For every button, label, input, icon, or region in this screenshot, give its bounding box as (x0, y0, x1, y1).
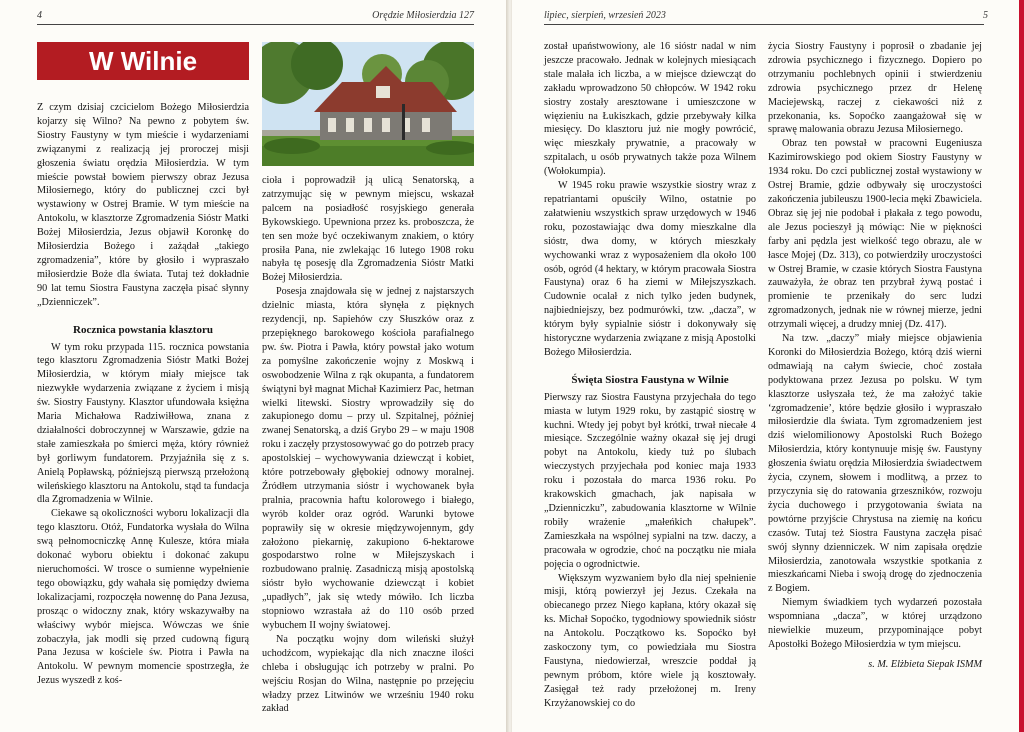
header-rule-left (37, 24, 474, 25)
left-column-2 (262, 174, 474, 716)
paragraph: Pierwszy raz Siostra Faustyna przyjechała do tego miasta w lutym 1929 roku, by zastąpić siostrę w kuchni. Wtedy jej pobyt był krótki, trwał niecałe 4 miesiące. Szczególnie ważny okazał się jej drugi pobyt na Antokolu, kiedy tuż po ślubach wieczystych przyjechała pod koniec maja 1933 roku i pozostała do marca 1936 roku. Po krakowskich gmachach, jak napisała w „Dzienniczku”, zabudowania klasztorne w Wilnie robiły wrażenie „małeńkich chałupek”. Zamieszkała na wspólnej sypialni na tzw. daczy, a pracowała w ogrodzie, choć na początku nie miała pojęcia o ogrodnictwie. (544, 391, 756, 570)
paragraph: W 1945 roku prawie wszystkie siostry wraz z repatriantami opuściły Wilno, ostatnie po załatwieniu wszystkich spraw urzędowych w 1946 roku, pozostawiając dwa domy mieszkalne dla sióstr, dwa domy, w których mieszkały wychowanki wraz z wyposażeniem dla około 100 osób, ogród (4 hektary, w którym pracowała Siostra Faustyna) oraz 6 ha ziemi w Miłejszyszkach. Cudownie ocalał z nich tylko jeden budynek, najbiedniejszy, bez podmurówki, tzw. „dacza”, w którym były sypialnie sióstr i dokonywały się historyczne wydarzenia związane z misją Apostolki Bożego Miłosierdzia. (544, 180, 756, 358)
paragraph: Obraz ten powstał w pracowni Eugeniusza Kazimirowskiego pod okiem Siostry Faustyny w 1934 roku. Do czci publicznej został wystawiony w Ostrej Bramie, gdzie odbywały się uroczystości zakończenia jubileuszu 1900-lecia męki Zbawiciela. Obraz się jej nie podobał i płakała z tego powodu, ale Jezus pocieszył ją mówiąc: Nie w piękności farby ani pędzla jest wielkość tego obrazu, ale w łasce Mojej (Dz. 313), co potwierdziły uroczystości w Ostrej Bramie, w czasie których Siostra Faustyna zauważyła, że obraz ten przybrał żywą postać i promienie te przenikały do serc ludzi zgromadzonych, jednak nie w równej mierze, jedni otrzymali więcej, a drudzy mniej (Dz. 417). (768, 138, 982, 331)
section-heading-faustyna: Święta Siostra Faustyna w Wilnie (571, 373, 729, 386)
right-page (512, 0, 1024, 732)
article-title: W Wilnie (37, 42, 249, 80)
paragraph: cioła i poprowadził ją ulicą Senatorską, a zatrzymując się w pewnym miejscu, wskazał palcem na posiadłość rosyjskiego generała Bykowskiego. Upewniona przez ks. proboszcza, że ten sen może być oczekiwanym znakiem, o który prosiła Pana, nie zwlekając 16 lutego 1908 roku nabyła tę posesję dla Zgromadzenia Sióstr Matki Bożej Miłosierdzia. (262, 175, 474, 284)
paragraph: Posesja znajdowała się w jednej z najstarszych dzielnic miasta, która słynęła z pięknych rezydencji, np. Sapiehów czy Słuszków oraz z przepięknego barokowego kościoła parafialnego pw. św. Piotra i Pawła, który powstał jako wotum za pomyślne zakończenie wojny z Moskwą i oswobodzenie Wilna z rąk okupanta, a fundatorem świątyni był magnat Michał Kazimierz Pac, hetman wielki litewski. Siostry wprowadziły się do zakupionego domu – przy ul. Szpitalnej, później zwanej Senatorską, a dziś Grybo 29 – w maju 1908 roku i zaczęły przystosowywać go do potrzeb pracy apostolskiej – wychowywania dziewcząt i kobiet, które potrzebowały głębokiej odnowy moralnej. Źródłem utrzymania sióstr i wychowanek była pralnia, pracownia haftu kolorowego i białego, wyrób kolder oraz ogród. Warunki bytowe poprawiły się w okresie międzywojennym, gdy założono piekarnię, zakupiono 6-hektarowe gospodarstwo rolne w Miłejszyskach i rozbudowano pralnię. Zasadniczą misją apostolską sióstr było wychowanie dziewcząt i kobiet „upadłych”, jak się wtedy mówiło. Ich liczba stopniowo wzrastała aż do 110 osób przed wybuchem II wojny światowej. (262, 286, 474, 631)
page-number-left: 4 (37, 10, 42, 21)
paragraph: Na początku wojny dom wileński służył uchodźcom, wypiekając dla nich znaczne ilości chleba i obsługując ich potrzeby w pralni. Po wejściu Rosjan do Wilna, następnie po przejęciu władzy przez Litwinów we wrześniu 1940 roku zakład (262, 633, 474, 715)
right-column-2 (768, 40, 982, 672)
page-number-right: 5 (983, 10, 988, 21)
right-column-1 (544, 40, 756, 711)
author-signature: s. M. Elżbieta Siepak ISMM (868, 658, 982, 670)
running-title-left: Orędzie Miłosierdzia 127 (372, 10, 474, 21)
section-heading-anniversary: Rocznica powstania klasztoru (73, 323, 213, 336)
house-photo (262, 42, 474, 166)
running-title-right: lipiec, sierpień, wrzesień 2023 (544, 10, 666, 21)
paragraph: Na tzw. „daczy” miały miejsce objawienia Koronki do Miłosierdzia Bożego, którą dziś wierni odmawiają na całym świecie, choć została podyktowana przez Jezusa po polsku. W tym klasztorze usłyszała też, że ma założyć takie ‘zgromadzenie’, które będzie głosiło i wypraszało miłosierdzie dla świata. Tym zgromadzeniem jest dziś wielomilionowy Apostolski Ruch Bożego Miłosierdzia, który kontynuuje misję św. Faustyny głoszenia światu orędzia Miłosierdzia świadectwem życia, czynem, słowem i modlitwą, a przez to przyczynia się do ratowania grzeszników, rozwoju życia duchowego i przygotowania świata na powtórne przyjście Chrystusa na ziemię na końcu czasów. Tutaj też Siostra Faustyna zaczęła pisać swój słynny dzienniczek. W nim zapisała orędzie Miłosierdzia, zanotowała wszystkie spotkania z mieszkańcami Nieba i swoją drogę do zjednoczenia z Bogiem. (768, 333, 982, 595)
accent-bar (1019, 0, 1024, 732)
header-rule-right (544, 24, 984, 25)
paragraph: został upaństwowiony, ale 16 sióstr nadal w nim jeszcze pracowało. Jednak w kolejnych miesiącach stale malała ich liczba, a w miejsce dziewcząt do zakładu wprowadzono 50 chłopców. W 1942 roku siostry zostały aresztowane i umieszczone w więzieniu na Łukiszkach, gdzie przebywały kilka miesięcy. Do klasztoru już nie mogły powrócić, więc mieszkały prywatnie, a pracowały w szpitalach, u osób prywatnych także poza Wilnem (Wołokumpia). (544, 41, 756, 178)
paragraph: życia Siostry Faustyny i poprosił o zbadanie jej zdrowia psychicznego i fizycznego. Dopiero po otrzymaniu pochlebnych opinii i stwierdzeniu zdrowia psychicznego przez dr Helenę Maciejewską, raczej z ciekawości niż z przekonania, ks. Sopoćko zaangażował się w sprawę malowania obrazu Jezusa Miłosiernego. (768, 41, 982, 136)
paragraph: Niemym świadkiem tych wydarzeń pozostała wspomniana „dacza”, w której urządzono niewielkie muzeum, przypominające pobyt Apostołki Bożego Miłosierdzia w tym miejscu. (768, 597, 982, 650)
paragraph: Większym wyzwaniem było dla niej spełnienie misji, którą powierzył jej Jezus. Czekała na obiecanego przez Niego kapłana, który okazał się ks. Michał Sopoćko, tygodniowy spowiednik sióstr na Antokolu. Początkowo ks. Sopoćko był zaskoczony tym, co powiedziała mu Siostra Faustyna, niedowierzał, wreszcie poddał ją pewnym próbom, które wiele ją kosztowały. Zasięgał też rady przełożonej m. Ireny Krzyżanowskiej co do (544, 572, 756, 709)
paragraph: W tym roku przypada 115. rocznica powstania tego klasztoru Zgromadzenia Sióstr Matki Bożej Miłosierdzia, w którym miały miejsce tak niezwykłe wydarzenia związane z życiem i misją św. Siostry Faustyny. Klasztor ufundowała księżna Maria Michałowa Radziwiłłowa, znana z działalności dobroczynnej w Warszawie, gdzie na stałe zamieszkała po śmierci męża, który również był gorliwym fundatorem. Przyjaźniła się z s. Anielą Popławską, późniejszą pierwszą przełożoną wileńskiego klasztoru na Antokolu, stąd ta fundacja dla Zgromadzenia w Wilnie. (37, 341, 249, 506)
paragraph: Ciekawe są okoliczności wyboru lokalizacji dla tego klasztoru. Otóż, Fundatorka wysłała do Wilna swą pełnomocniczkę Annę Kulesze, która miała dokonać wyboru obiektu i dokonać zakupu nieruchomości. W trosce o sumienne wypełnienie tego obowiązku, gdy wahała się pomiędzy dwiema lokalizacjami, rozpoczęła nowennę do Pana Jezusa, prosząc o widoczny znak, który wskazywałby na właściwy wybór miejsca. Wówczas we śnie zobaczyła, jak modli się przed cudowną figurą Pana Jezusa w kościele św. Piotra i Pawła na Antokolu. W pewnym momencie spostrzegła, że Jezus wyszedł z koś- (37, 508, 249, 687)
left-column-1 (37, 101, 249, 688)
left-page (0, 0, 508, 732)
intro-paragraph: Z czym dzisiaj czcicielom Bożego Miłosierdzia kojarzy się Wilno? Na pewno z pobytem św. Siostry Faustyny w tym mieście i wydarzeniami związanymi z realizacją jej proroczej misji głoszenia światu orędzia Miłosierdzia. W tym mieście powstał bowiem pierwszy obraz Jezusa Miłosiernego, który do publicznej czci był wystawiony w Ostrej Bramie. W tym mieście na Antokolu, w klasztorze Zgromadzenia Sióstr Matki Bożej Miłosierdzia, Jezus objawił Koronkę do Miłosierdzia Bożego i zażądał „takiego zgromadzenia”, które by głosiło i wypraszało miłosierdzie Boże dla świata. Tutaj też dokładnie 90 lat temu Siostra Faustyna zaczęła pisać słynny „Dzienniczek”. (37, 102, 249, 308)
